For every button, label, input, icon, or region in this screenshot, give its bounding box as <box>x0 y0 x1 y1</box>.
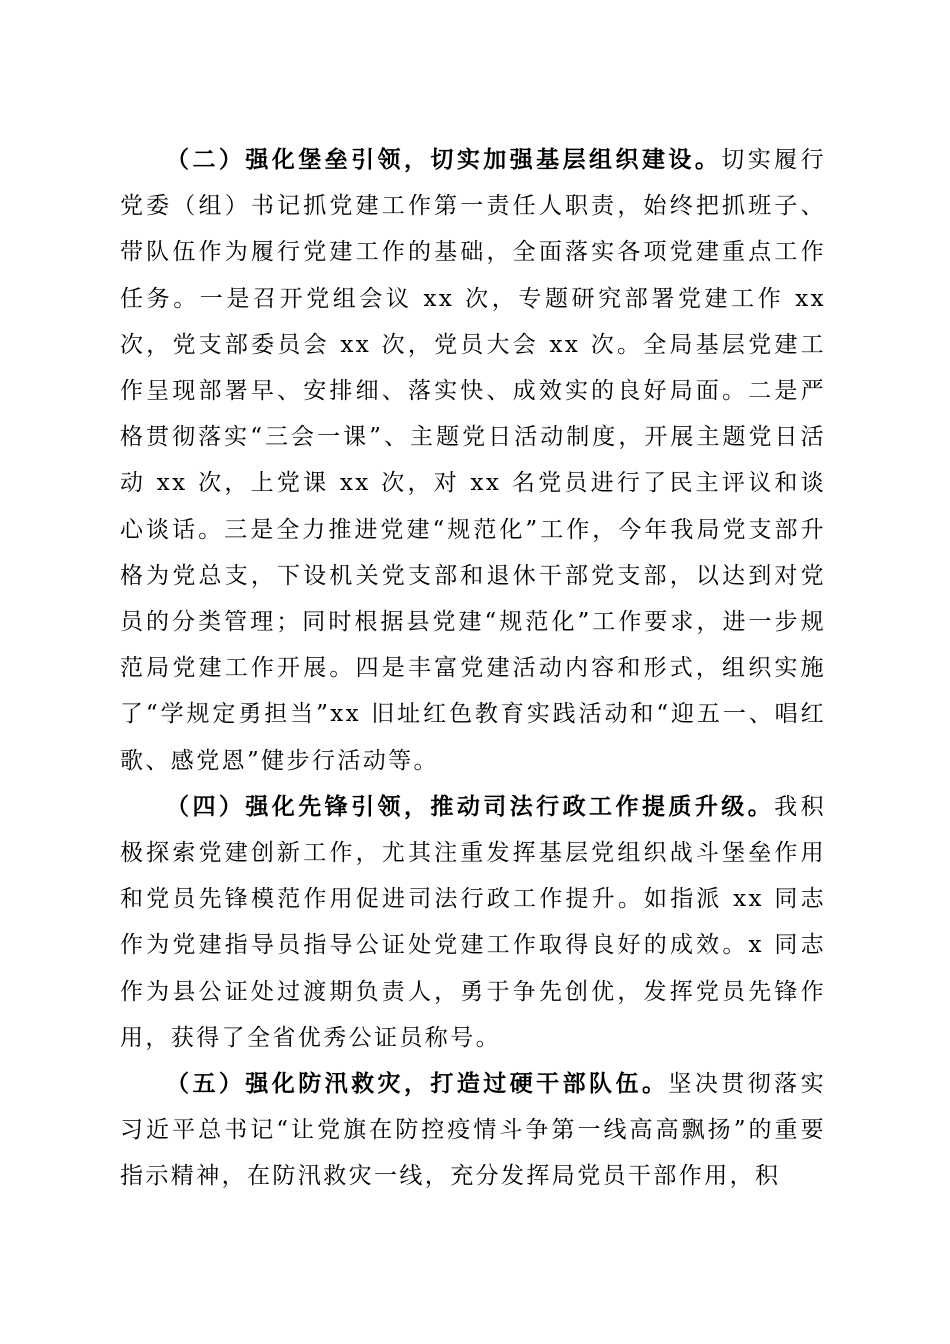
paragraph-5-body: 坚决贯彻落实习近平总书记“让党旗在防控疫情斗争第一线高高飘扬”的重要指示精神，在防汛救灾一线，充分发挥局党员干部作用，积 <box>120 1071 826 1190</box>
paragraph-4-body: 我积极探索党建创新工作，尤其注重发挥基层党组织战斗堡垒作用和党员先锋模范作用促进司法行政工作提升。如指派 xx 同志作为党建指导员指导公证处党建工作取得良好的成效。x 同志作为县公证处过渡期负责人，勇于争先创优，发挥党员先锋作用，获得了全省优秀公证员称号。 <box>120 793 826 1051</box>
paragraph-4-heading: （四）强化先锋引领，推动司法行政工作提质升级。 <box>166 792 775 820</box>
paragraph-2-heading: （二）强化堡垒引领，切实加强基层组织建设。 <box>166 146 722 173</box>
paragraph-2-body: 切实履行党委（组）书记抓党建工作第一责任人职责，始终把抓班子、带队伍作为履行党建工作的基础，全面落实各项党建重点工作任务。一是召开党组会议 xx 次，专题研究部署党建工作 xx 次，党支部委员会 xx 次，党员大会 xx 次。全局基层党建工作呈现部署早、安排细、落实快、成效实的良好局面。二是严格贯彻落实“三会一课”、主题党日活动制度，开展主题党日活动 xx 次，上党课 xx 次，对 xx 名党员进行了民主评议和谈心谈话。三是全力推进党建“规范化”工作，今年我局党支部升格为党总支，下设机关党支部和退休干部党支部，以达到对党员的分类管理；同时根据县党建“规范化”工作要求，进一步规范局党建工作开展。四是丰富党建活动内容和形式，组织实施了“学规定勇担当”xx 旧址红色教育实践活动和“迎五一、唱红歌、感党恩”健步行活动等。 <box>120 147 826 774</box>
paragraph-2 <box>120 137 826 784</box>
paragraph-5 <box>120 1061 826 1200</box>
document-body <box>120 137 826 1200</box>
paragraph-4 <box>120 784 826 1061</box>
paragraph-5-heading: （五）强化防汛救灾，打造过硬干部队伍。 <box>166 1070 669 1098</box>
